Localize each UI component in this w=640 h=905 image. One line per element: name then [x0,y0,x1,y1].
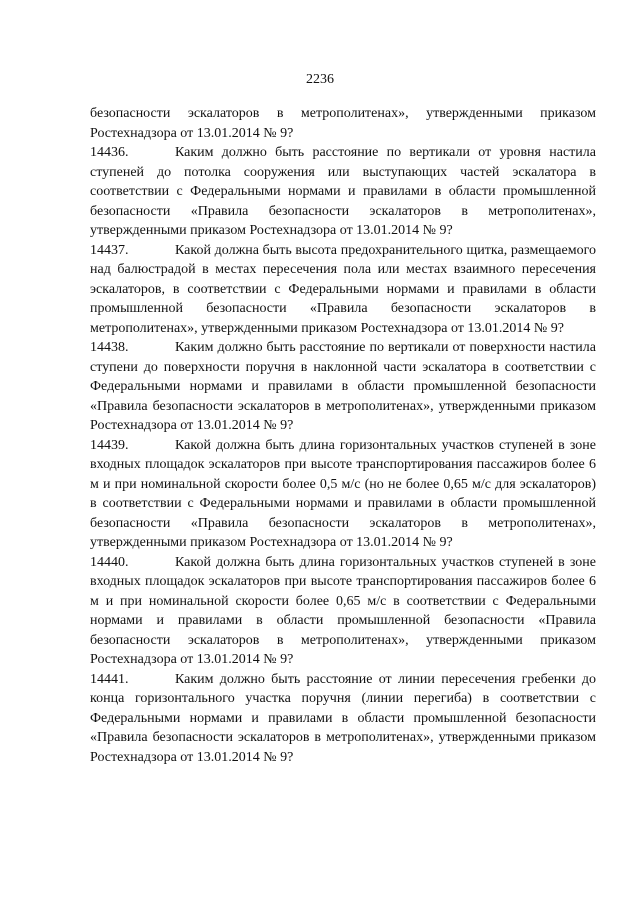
question-text: Каким должно быть расстояние по вертикали от поверхности настила ступени до поверхности поручня в наклонной части эскалатора в соответствии с Федеральными нормами и правилами в области промышленной безопасности «Правила безопасности эскалаторов в метрополитенах», утвержденными приказом Ростехнадзора от 13.01.2014 № 9? [90,340,596,433]
question-14436 [90,143,596,241]
document-body [90,104,596,767]
question-number: 14439. [90,437,129,453]
question-number: 14440. [90,554,129,570]
question-14439 [90,436,596,553]
page-number: 2236 [306,72,334,87]
question-number: 14436. [90,145,129,160]
question-text: Какой должна быть высота предохранительного щитка, размещаемого над балюстрадой в местах пересечения пола или местах взаимного пересечения эскалаторов, в соответствии с Федеральными нормами и правилами в области промышленной безопасности «Правила безопасности эскалаторов в метрополитенах», утвержденными приказом Ростехнадзора от 13.01.2014 № 9? [90,242,596,336]
question-number: 14441. [90,671,129,687]
question-text: Какой должна быть длина горизонтальных участков ступеней в зоне входных площадок эскалаторов при высоте транспортирования пассажиров более 6 м и при номинальной скорости более 0,65 м/с в соответствии с Федеральными нормами и правилами в области промышленной безопасности «Правила безопасности эскалаторов в метрополитенах», утвержденными приказом Ростехнадзора от 13.01.2014 № 9? [90,554,596,667]
continuation-paragraph: безопасности эскалаторов в метрополитенах», утвержденными приказом Ростехнадзора от 13.01.2014 № 9? [90,106,596,141]
question-number: 14438. [90,340,129,355]
question-text: Каким должно быть расстояние от линии пересечения гребенки до конца горизонтального участка поручня (линии перегиба) в соответствии с Федеральными нормами и правилами в области промышленной безопасности «Правила безопасности эскалаторов в метрополитенах», утвержденными приказом Ростехнадзора от 13.01.2014 № 9? [90,671,596,765]
question-number: 14437. [90,242,129,258]
question-14438 [90,338,596,436]
question-text: Каким должно быть расстояние по вертикали от уровня настила ступеней до потолка сооружения или выступающих частей эскалатора в соответствии с Федеральными нормами и правилами в области промышленной безопасности «Правила безопасности эскалаторов в метрополитенах», утвержденными приказом Ростехнадзора от 13.01.2014 № 9? [90,145,596,238]
question-14440 [90,553,596,670]
question-text: Какой должна быть длина горизонтальных участков ступеней в зоне входных площадок эскалаторов при высоте транспортирования пассажиров более 6 м и при номинальной скорости более 0,5 м/с (но не более 0,65 м/с для эскалаторов) в соответствии с Федеральными нормами и правилами в области промышленной безопасности «Правила безопасности эскалаторов в метрополитенах», утвержденными приказом Ростехнадзора от 13.01.2014 № 9? [90,437,596,550]
question-14441 [90,670,596,768]
question-14437 [90,241,596,339]
